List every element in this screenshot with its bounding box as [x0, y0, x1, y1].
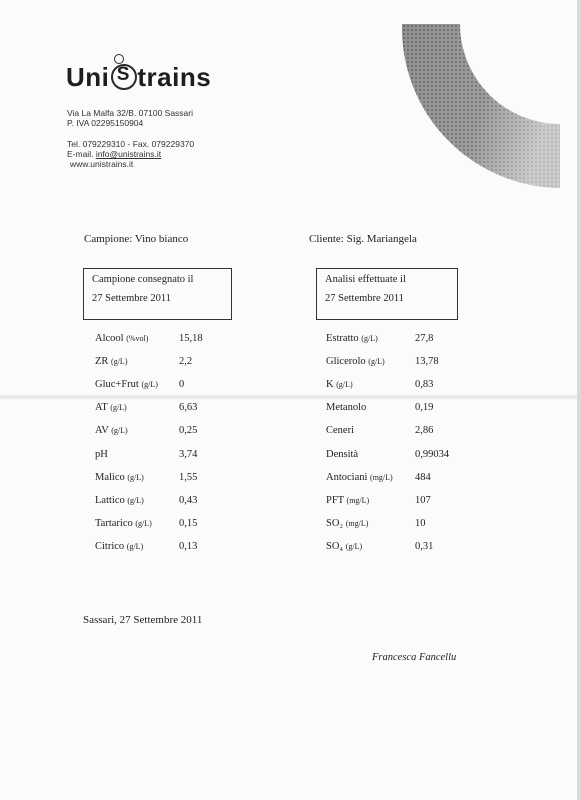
parameter-name: [326, 402, 366, 413]
delivered-label: Campione consegnato il: [92, 274, 194, 285]
parameter-unit: (g/L): [110, 403, 127, 412]
parameter-label: Gluc+Frut: [95, 379, 139, 390]
parameter-label: AT: [95, 402, 108, 413]
paper-fold: [0, 394, 581, 400]
parameter-unit: (mg/L): [370, 473, 393, 482]
parameter-unit: (%vol): [126, 334, 149, 343]
parameter-name: [326, 518, 368, 529]
analysis-date-box: [316, 268, 458, 320]
parameter-label: Tartarico: [95, 518, 133, 529]
parameter-name: [95, 379, 158, 390]
parameter-value: 27,8: [415, 333, 434, 344]
parameter-unit: (g/L): [111, 357, 128, 366]
parameter-unit: (g/L): [141, 380, 158, 389]
parameter-label: Alcool: [95, 333, 124, 344]
parameter-label: Malico: [95, 472, 125, 483]
client-label: Cliente: Sig. Mariangela: [309, 233, 417, 245]
parameter-name: [326, 356, 385, 367]
parameter-name: [95, 356, 127, 367]
parameter-value: 0,83: [415, 379, 434, 390]
company-logo: [66, 62, 211, 93]
parameter-label: SO₄: [326, 541, 344, 552]
parameter-name: [95, 402, 127, 413]
parameter-value: 15,18: [179, 333, 203, 344]
parameter-value: 6,63: [179, 402, 198, 413]
page-edge: [577, 0, 581, 800]
logo-part-trains: trains: [137, 62, 212, 92]
signature: Francesca Fancellu: [372, 652, 457, 663]
sample-label: Campione: Vino bianco: [84, 233, 189, 245]
parameter-label: K: [326, 379, 334, 390]
parameter-value: 13,78: [415, 356, 439, 367]
parameter-value: 2,2: [179, 356, 193, 367]
parameter-value: 0,19: [415, 402, 434, 413]
parameter-name: [95, 472, 144, 483]
parameter-value: 0,13: [179, 541, 198, 552]
parameter-name: [326, 449, 358, 460]
parameter-unit: (g/L): [336, 380, 353, 389]
parameter-unit: (g/L): [361, 334, 378, 343]
parameter-label: Estratto: [326, 333, 359, 344]
place-date: Sassari, 27 Settembre 2011: [83, 614, 203, 626]
parameter-unit: (mg/L): [345, 519, 369, 528]
parameter-label: Lattico: [95, 495, 125, 506]
parameter-label: Densità: [326, 449, 359, 460]
email-prefix: E-mail.: [67, 149, 96, 159]
parameter-value: 0,31: [415, 541, 434, 552]
parameter-unit: (g/L): [135, 519, 152, 528]
company-vat: P. IVA 02295150904: [67, 118, 144, 128]
parameter-unit: (g/L): [127, 496, 144, 505]
parameter-value: 484: [415, 472, 431, 483]
parameter-label: Metanolo: [326, 402, 367, 413]
parameter-unit: (g/L): [345, 542, 363, 551]
parameter-value: 0: [179, 379, 185, 390]
parameter-name: [326, 495, 369, 506]
parameter-name: [95, 425, 128, 436]
company-phone: Tel. 079229310 - Fax. 079229370: [67, 139, 195, 149]
parameter-unit: (g/L): [126, 542, 144, 551]
parameter-label: PFT: [326, 495, 344, 506]
company-website[interactable]: www.unistrains.it: [70, 159, 134, 169]
parameter-unit: (g/L): [127, 473, 144, 482]
parameter-value: 2,86: [415, 425, 434, 436]
parameter-unit: (mg/L): [346, 496, 370, 505]
company-address: Via La Malfa 32/B. 07100 Sassari: [67, 108, 194, 118]
parameter-name: [326, 333, 378, 344]
parameter-name: [326, 541, 362, 552]
parameter-value: 10: [415, 518, 426, 529]
parameter-name: [326, 425, 354, 436]
parameter-label: ZR: [95, 356, 109, 367]
parameter-label: Ceneri: [326, 425, 354, 436]
logo-part-uni: Uni: [66, 62, 110, 92]
parameter-value: 0,25: [179, 425, 198, 436]
parameter-label: Antociani: [326, 472, 368, 483]
decorative-arc: [398, 20, 562, 192]
logo-circle-icon: S: [110, 63, 136, 89]
analysis-label: Analisi effettuate il: [325, 274, 406, 285]
email-link[interactable]: info@unistrains.it: [95, 149, 162, 159]
parameter-value: 107: [415, 495, 431, 506]
parameter-name: [95, 518, 152, 529]
parameter-value: 3,74: [179, 449, 198, 460]
delivered-date: 27 Settembre 2011: [92, 293, 171, 304]
parameter-value: 1,55: [179, 472, 198, 483]
parameter-label: Glicerolo: [326, 356, 366, 367]
parameter-label: pH: [95, 449, 108, 460]
parameter-label: Citrico: [95, 541, 125, 552]
parameter-name: [326, 472, 393, 483]
company-email-line: [67, 149, 161, 159]
delivered-date-box: [83, 268, 232, 320]
parameter-value: 0,43: [179, 495, 198, 506]
parameter-label: AV: [95, 425, 109, 436]
parameter-name: [95, 541, 143, 552]
parameter-value: 0,99034: [415, 449, 450, 460]
parameter-name: [95, 495, 144, 506]
parameter-name: [95, 449, 108, 460]
parameter-name: [95, 333, 148, 344]
parameter-name: [326, 379, 353, 390]
parameter-label: SO₂: [326, 518, 344, 529]
parameter-unit: (g/L): [111, 426, 128, 435]
parameter-value: 0,15: [179, 518, 198, 529]
analysis-date: 27 Settembre 2011: [325, 293, 404, 304]
parameter-unit: (g/L): [368, 357, 385, 366]
